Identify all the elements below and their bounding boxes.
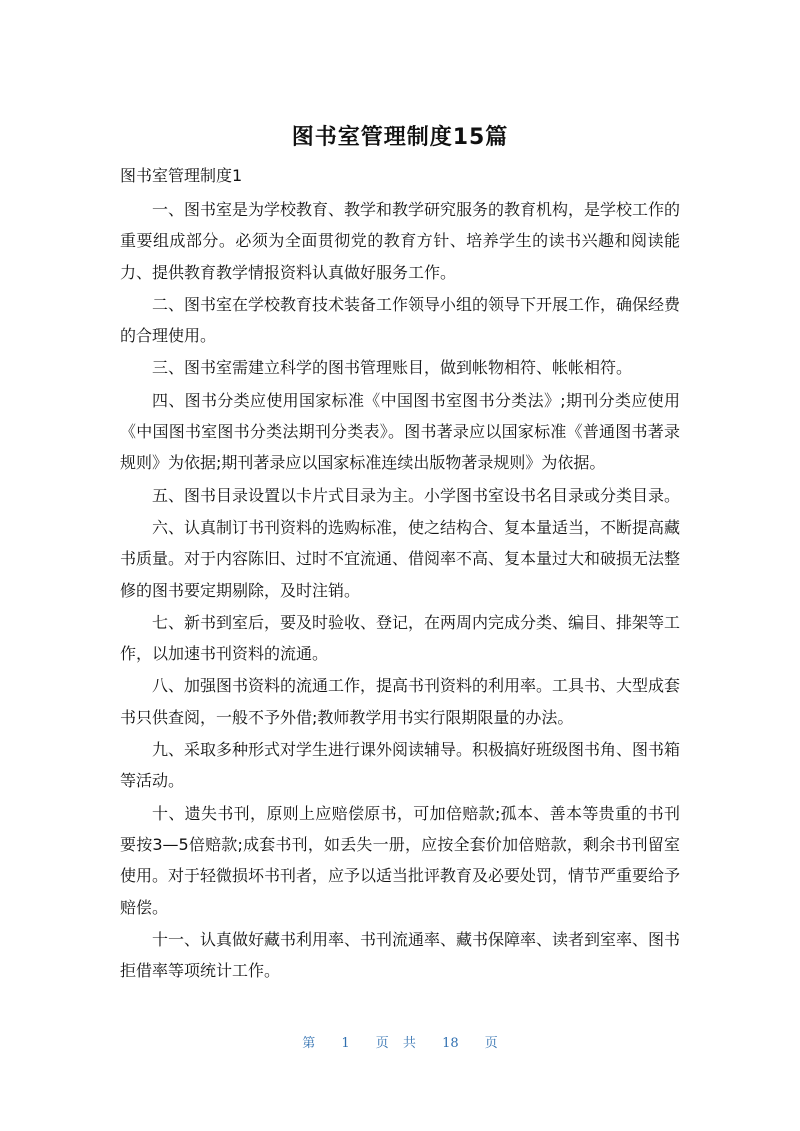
paragraph-8: 八、加强图书资料的流通工作，提高书刊资料的利用率。工具书、大型成套书只供查阅，一般不予外借;教师教学用书实行限期限量的办法。 bbox=[120, 676, 681, 727]
paragraph-4: 四、图书分类应使用国家标准《中国图书室图书分类法》;期刊分类应使用《中国图书室图书分类法期刊分类表》。图书著录应以国家标准《普通图书著录规则》为依据;期刊著录应以国家标准连续出版物著录规则》为依据。 bbox=[120, 390, 680, 473]
page-footer bbox=[0, 1032, 800, 1051]
footer-suffix: 页 bbox=[484, 1036, 498, 1051]
paragraph-3: 三、图书室需建立科学的图书管理账目，做到帐物相符、帐帐相符。 bbox=[152, 358, 633, 378]
footer-total-pages: 18 bbox=[442, 1036, 459, 1051]
section-heading: 图书室管理制度1 bbox=[120, 166, 243, 185]
paragraph-1: 一、图书室是为学校教育、教学和教学研究服务的教育机构，是学校工作的重要组成部分。必须为全面贯彻党的教育方针、培养学生的读书兴趣和阅读能力、提供教育教学情报资料认真做好服务工作。 bbox=[120, 200, 681, 282]
paragraph-6: 六、认真制订书刊资料的选购标准，使之结构合、复本量适当，不断提高藏书质量。对于内容陈旧、过时不宜流通、借阅率不高、复本量过大和破损无法整修的图书要定期剔除，及时注销。 bbox=[120, 517, 681, 600]
paragraph-11: 十一、认真做好藏书利用率、书刊流通率、藏书保障率、读者到室率、图书拒借率等项统计工作。 bbox=[120, 929, 681, 981]
footer-current-page: 1 bbox=[341, 1036, 350, 1051]
paragraph-7: 七、新书到室后，要及时验收、登记，在两周内完成分类、编目、排架等工作，以加速书刊资料的流通。 bbox=[120, 612, 681, 664]
paragraph-2: 二、图书室在学校教育技术装备工作领导小组的领导下开展工作，确保经费的合理使用。 bbox=[120, 294, 681, 346]
footer-prefix: 第 bbox=[302, 1036, 316, 1051]
paragraph-5: 五、图书目录设置以卡片式目录为主。小学图书室设书名目录或分类目录。 bbox=[152, 485, 681, 505]
paragraph-9: 九、采取多种形式对学生进行课外阅读辅导。积极搞好班级图书角、图书箱等活动。 bbox=[120, 740, 681, 791]
document-title: 图书室管理制度15篇 bbox=[291, 125, 509, 150]
paragraph-10: 十、遗失书刊，原则上应赔偿原书，可加倍赔款;孤本、善本等贵重的书刊要按3—5倍赔款;成套书刊，如丢失一册，应按全套价加倍赔款，剩余书刊留室使用。对于轻微损坏书刊者，应予以适当批评教育及必要处罚，情节严重要给予赔偿。 bbox=[120, 803, 681, 917]
footer-middle: 页 共 bbox=[375, 1036, 416, 1051]
document-body bbox=[120, 194, 680, 987]
